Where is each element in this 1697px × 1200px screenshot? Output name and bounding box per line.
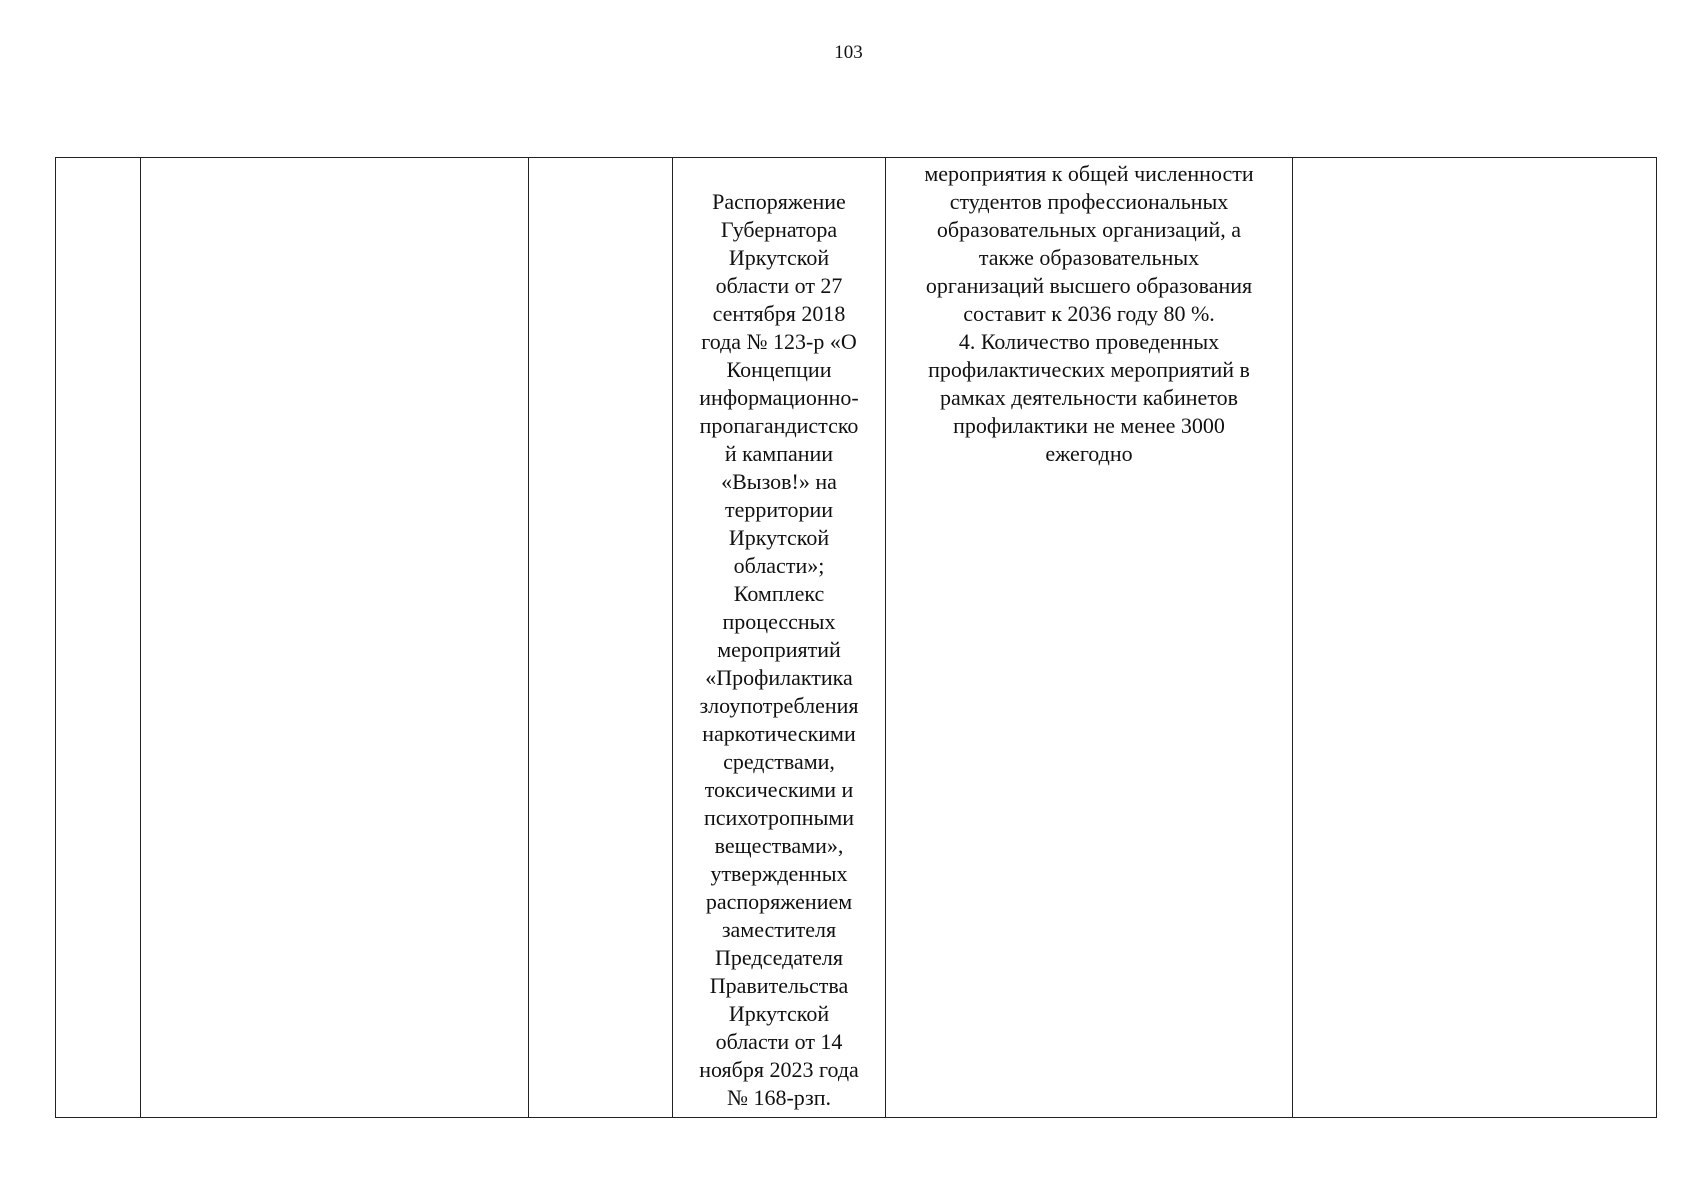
table-cell-indicators <box>886 158 1293 1118</box>
table-cell-executor <box>529 158 673 1118</box>
basis-text: Распоряжение Губернатора Иркутской области от 27 сентября 2018 года № 123-р «О Концепции информационно- пропагандистско й кампании «Вызов!» на территории Иркутской области»; Комплекс процессных мероприятий «Профилактика злоупотребления наркотическими средствами, токсическими и психотропными веществами», утвержденных распоряжением заместителя Председателя Правительства Иркутской области от 14 ноября 2023 года № 168-рзп. <box>699 189 859 1110</box>
program-table <box>55 157 1657 1118</box>
table-cell-number <box>56 158 141 1118</box>
table-cell-basis <box>673 158 886 1118</box>
page-number: 103 <box>834 42 863 63</box>
table-row <box>56 158 1657 1118</box>
table-cell-name <box>141 158 529 1118</box>
table-cell-last <box>1293 158 1657 1118</box>
indicators-text: мероприятия к общей численности студентов профессиональных образовательных организаций, а также образовательных организаций высшего образования составит к 2036 году 80 %. 4. Количество проведенных профилактических мероприятий в рамках деятельности кабинетов профилактики не менее 3000 ежегодно <box>924 161 1254 466</box>
